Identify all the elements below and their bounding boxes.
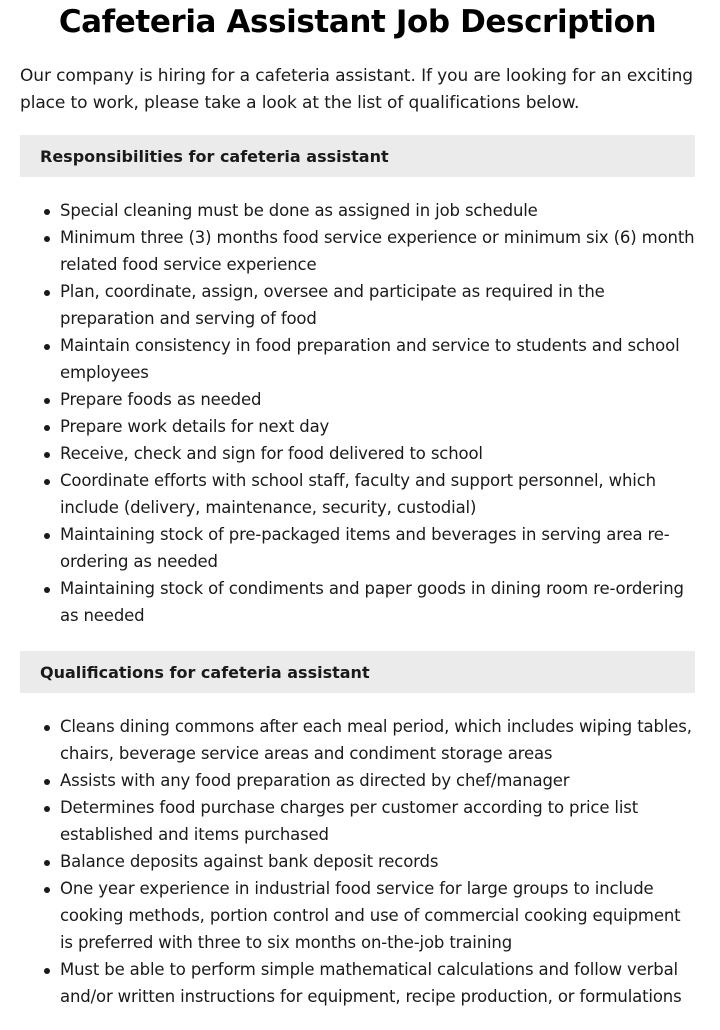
list-item: Coordinate efforts with school staff, faculty and support personnel, which include (delivery, maintenance, security, custodial) (60, 467, 695, 521)
list-item: Special cleaning must be done as assigned in job schedule (60, 197, 695, 224)
list-item: One year experience in industrial food service for large groups to include cooking methods, portion control and use of commercial cooking equipment is preferred with three to six months on-the-job training (60, 875, 695, 956)
list-item: Must be able to perform simple mathematical calculations and follow verbal and/or written instructions for equipment, recipe production, or formulations (60, 956, 695, 1010)
list-item: Maintaining stock of condiments and paper goods in dining room re-ordering as needed (60, 575, 695, 629)
list-item: Assists with any food preparation as directed by chef/manager (60, 767, 695, 794)
list-item: Maintaining stock of pre-packaged items and beverages in serving area re-ordering as needed (60, 521, 695, 575)
responsibilities-heading: Responsibilities for cafeteria assistant (40, 146, 389, 166)
list-item: Cleans dining commons after each meal period, which includes wiping tables, chairs, beverage service areas and condiment storage areas (60, 713, 695, 767)
qualifications-heading: Qualifications for cafeteria assistant (40, 662, 370, 682)
responsibilities-header (20, 135, 695, 177)
list-item: Prepare foods as needed (60, 386, 695, 413)
page-title: Cafeteria Assistant Job Description (58, 4, 657, 40)
responsibilities-list (20, 197, 695, 629)
list-item: Balance deposits against bank deposit records (60, 848, 695, 875)
list-item: Receive, check and sign for food delivered to school (60, 440, 695, 467)
list-item: Minimum three (3) months food service experience or minimum six (6) month related food service experience (60, 224, 695, 278)
list-item: Prepare work details for next day (60, 413, 695, 440)
list-item: Determines food purchase charges per customer according to price list established and items purchased (60, 794, 695, 848)
list-item: Maintain consistency in food preparation and service to students and school employees (60, 332, 695, 386)
intro-paragraph: Our company is hiring for a cafeteria assistant. If you are looking for an exciting place to work, please take a look at the list of qualifications below. (20, 66, 693, 113)
list-item: Plan, coordinate, assign, oversee and participate as required in the preparation and serving of food (60, 278, 695, 332)
qualifications-list (20, 713, 695, 1010)
qualifications-header (20, 651, 695, 693)
